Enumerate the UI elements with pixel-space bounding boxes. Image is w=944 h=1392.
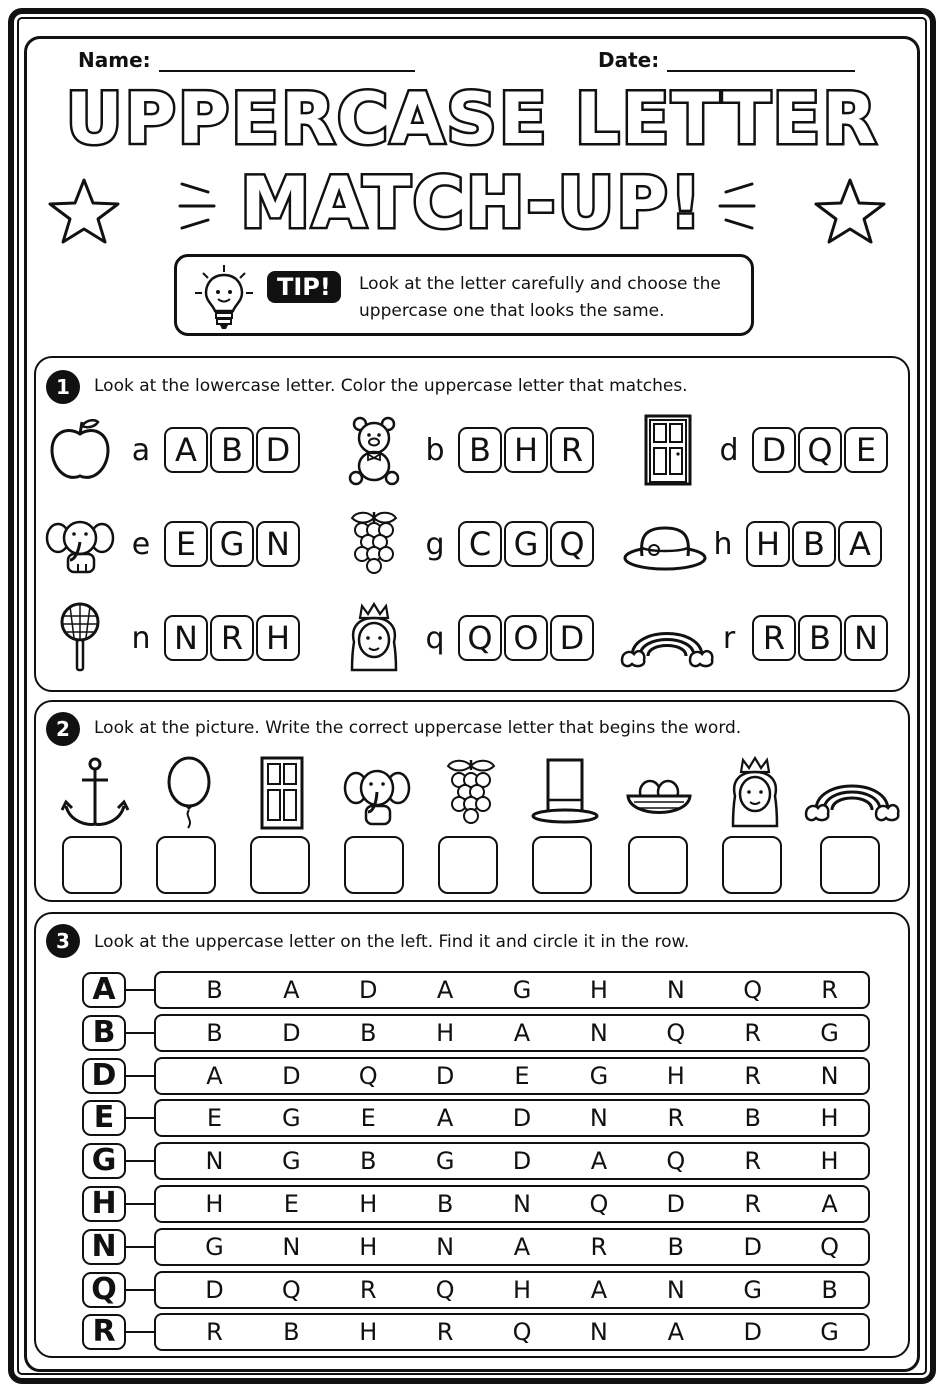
circle-letter-option[interactable]: H <box>820 1147 839 1176</box>
choice-group <box>752 615 890 661</box>
circle-letter-option[interactable]: E <box>283 1190 299 1218</box>
circle-letter-option[interactable]: G <box>282 1104 301 1133</box>
sparkle-lines-icon <box>714 178 758 234</box>
circle-letter-option[interactable]: R <box>359 1275 377 1304</box>
circle-letter-option[interactable]: B <box>744 1104 761 1133</box>
connector-line <box>126 1032 154 1034</box>
date-line[interactable] <box>667 50 855 72</box>
lowercase-letter: h <box>713 526 733 562</box>
choice-button[interactable]: B <box>458 427 502 473</box>
choice-button[interactable]: A <box>164 427 208 473</box>
circle-letter-option[interactable]: H <box>589 976 608 1004</box>
circle-letter-option[interactable]: A <box>283 976 300 1004</box>
section-2 <box>34 700 910 902</box>
connector-line <box>126 1203 154 1205</box>
top-hat-icon <box>530 756 600 832</box>
door-icon <box>248 756 318 832</box>
choice-button[interactable]: R <box>210 615 254 661</box>
letter-row-box <box>154 1271 870 1309</box>
match-item <box>44 414 302 486</box>
section-instruction: Look at the picture. Write the correct uppercase letter that begins the word. <box>94 718 742 738</box>
choice-button[interactable]: N <box>844 615 888 661</box>
choice-button[interactable]: B <box>792 521 836 567</box>
key-letter: Q <box>82 1272 126 1308</box>
choice-button[interactable]: N <box>164 615 208 661</box>
letter-search-row <box>82 1013 870 1053</box>
tip-box <box>174 254 754 336</box>
circle-letter-option[interactable]: R <box>821 976 838 1004</box>
circle-letter-option[interactable]: E <box>206 1104 223 1133</box>
light-bulb-icon <box>191 263 257 331</box>
letter-row-box <box>154 1228 870 1266</box>
circle-letter-option[interactable]: D <box>743 1318 762 1347</box>
choice-button[interactable]: Q <box>798 427 842 473</box>
sparkle-lines-icon <box>176 178 220 234</box>
circle-letter-option[interactable]: H <box>666 1061 685 1090</box>
circle-letter-option[interactable]: B <box>667 1232 685 1261</box>
circle-letter-option[interactable]: Q <box>589 1190 609 1218</box>
name-label: Name: <box>78 48 151 72</box>
circle-letter-option[interactable]: H <box>512 1275 532 1304</box>
letter-search-row <box>82 1056 870 1096</box>
circle-letter-option[interactable]: N <box>666 1275 685 1304</box>
choice-button[interactable]: D <box>550 615 594 661</box>
key-letter: B <box>82 1015 126 1051</box>
choice-button[interactable]: Q <box>550 521 594 567</box>
letter-search-row <box>82 1312 870 1352</box>
connector-line <box>126 1331 154 1333</box>
choice-button[interactable]: R <box>752 615 796 661</box>
match-item <box>338 508 596 580</box>
key-letter: E <box>82 1100 126 1136</box>
circle-letter-option[interactable]: G <box>282 1147 301 1176</box>
title-line-2: MATCH-UP! <box>240 162 704 244</box>
circle-letter-option[interactable]: R <box>744 1147 762 1176</box>
circle-letter-option[interactable]: Q <box>358 1061 378 1090</box>
star-icon <box>46 176 122 246</box>
answer-box[interactable] <box>62 836 122 894</box>
lowercase-letter: b <box>425 432 445 468</box>
letter-row-box <box>154 1057 870 1095</box>
door-icon <box>632 414 704 486</box>
key-letter: N <box>82 1229 126 1265</box>
lowercase-letter: e <box>131 526 151 562</box>
grapes-icon <box>338 508 410 580</box>
circle-letter-option[interactable]: A <box>436 1104 454 1133</box>
elephant-icon <box>342 756 412 832</box>
letter-row-box <box>154 1313 870 1351</box>
circle-letter-option[interactable]: G <box>743 1275 762 1304</box>
circle-letter-option[interactable]: A <box>513 1232 531 1261</box>
circle-letter-option[interactable]: E <box>360 1104 376 1133</box>
choice-button[interactable]: O <box>504 615 548 661</box>
match-item <box>44 508 302 580</box>
hat-icon <box>622 508 708 580</box>
balloon-icon <box>154 756 224 832</box>
choice-group <box>164 427 302 473</box>
circle-letter-option[interactable]: H <box>205 1190 224 1218</box>
answer-box[interactable] <box>344 836 404 894</box>
circle-letter-option[interactable]: B <box>206 1018 223 1047</box>
circle-letter-option[interactable]: H <box>820 1104 839 1133</box>
choice-button[interactable]: N <box>256 521 300 567</box>
answer-box[interactable] <box>820 836 880 894</box>
queen-icon <box>720 756 790 832</box>
circle-letter-option[interactable]: D <box>282 1061 301 1090</box>
key-letter: R <box>82 1314 126 1350</box>
circle-letter-option[interactable]: B <box>283 1318 300 1347</box>
circle-letter-option[interactable]: D <box>666 1190 686 1218</box>
tip-badge: TIP! <box>267 271 341 303</box>
section-instruction: Look at the lowercase letter. Color the uppercase letter that matches. <box>94 376 688 396</box>
circle-letter-option[interactable]: N <box>205 1147 224 1176</box>
lowercase-letter: a <box>131 432 151 468</box>
circle-letter-option[interactable]: N <box>666 976 685 1004</box>
section-number: 2 <box>46 712 80 746</box>
key-letter: G <box>82 1143 126 1179</box>
letter-search-row <box>82 1184 870 1224</box>
circle-letter-option[interactable]: G <box>589 1061 609 1090</box>
circle-letter-option[interactable]: E <box>514 1061 530 1090</box>
choice-group <box>752 427 890 473</box>
circle-letter-option[interactable]: A <box>206 1061 223 1090</box>
circle-letter-option[interactable]: B <box>359 1147 377 1176</box>
section-number: 1 <box>46 370 80 404</box>
circle-letter-option[interactable]: H <box>359 1232 378 1261</box>
circle-letter-option[interactable]: R <box>744 1018 762 1047</box>
circle-letter-option[interactable]: G <box>512 976 532 1004</box>
date-field[interactable] <box>598 48 855 72</box>
choice-button[interactable]: D <box>752 427 796 473</box>
choice-group <box>458 521 596 567</box>
circle-letter-option[interactable]: R <box>436 1318 454 1347</box>
tip-text: Look at the letter carefully and choose the uppercase one that looks the same. <box>359 274 721 321</box>
choice-button[interactable]: H <box>256 615 300 661</box>
letter-search-row <box>82 1098 870 1138</box>
choice-button[interactable]: C <box>458 521 502 567</box>
circle-letter-option[interactable]: R <box>590 1232 608 1261</box>
lowercase-letter: n <box>131 620 151 656</box>
choice-button[interactable]: E <box>844 427 888 473</box>
net-icon <box>44 602 116 674</box>
section-number: 3 <box>46 924 80 958</box>
lowercase-letter: d <box>719 432 739 468</box>
choice-group <box>746 521 884 567</box>
circle-letter-option[interactable]: H <box>359 1190 378 1218</box>
letter-search-row <box>82 1141 870 1181</box>
answer-box[interactable] <box>250 836 310 894</box>
answer-box[interactable] <box>532 836 592 894</box>
letter-search-row <box>82 1227 870 1267</box>
circle-letter-option[interactable]: R <box>206 1318 223 1347</box>
match-item <box>622 508 884 580</box>
circle-letter-option[interactable]: H <box>436 1018 455 1047</box>
connector-line <box>126 1289 154 1291</box>
circle-letter-option[interactable]: D <box>512 1147 532 1176</box>
circle-letter-option[interactable]: N <box>589 1018 608 1047</box>
letter-row-box <box>154 1099 870 1137</box>
section-3 <box>34 912 910 1358</box>
key-letter: D <box>82 1058 126 1094</box>
teddy-bear-icon <box>338 414 410 486</box>
circle-letter-option[interactable]: Q <box>743 976 763 1004</box>
circle-letter-option[interactable]: Q <box>820 1232 840 1261</box>
lowercase-letter: g <box>425 526 445 562</box>
name-field[interactable] <box>78 48 415 72</box>
choice-button[interactable]: R <box>550 427 594 473</box>
letter-row-box <box>154 1185 870 1223</box>
key-letter: H <box>82 1186 126 1222</box>
circle-letter-option[interactable]: A <box>436 976 454 1004</box>
circle-letter-option[interactable]: G <box>205 1232 224 1261</box>
lowercase-letter: q <box>425 620 445 656</box>
choice-group <box>164 615 302 661</box>
circle-letter-option[interactable]: D <box>358 976 378 1004</box>
queen-icon <box>338 602 410 674</box>
apple-icon <box>44 414 116 486</box>
circle-letter-option[interactable]: R <box>667 1104 685 1133</box>
circle-letter-option[interactable]: G <box>435 1147 455 1176</box>
circle-letter-option[interactable]: A <box>590 1147 608 1176</box>
date-label: Date: <box>598 48 660 72</box>
circle-letter-option[interactable]: Q <box>512 1318 532 1347</box>
letter-row-box <box>154 1014 870 1052</box>
circle-letter-option[interactable]: A <box>513 1018 531 1047</box>
choice-button[interactable]: B <box>210 427 254 473</box>
circle-letter-option[interactable]: D <box>282 1018 301 1047</box>
circle-letter-option[interactable]: D <box>743 1232 762 1261</box>
answer-box[interactable] <box>438 836 498 894</box>
nest-icon <box>624 756 694 832</box>
letter-search-row <box>82 1270 870 1310</box>
circle-letter-option[interactable]: R <box>744 1061 762 1090</box>
letter-row-box <box>154 1142 870 1180</box>
match-item <box>338 414 596 486</box>
circle-letter-option[interactable]: B <box>436 1190 454 1218</box>
circle-letter-option[interactable]: B <box>359 1018 377 1047</box>
circle-letter-option[interactable]: A <box>667 1318 684 1347</box>
circle-letter-option[interactable]: D <box>205 1275 224 1304</box>
name-line[interactable] <box>159 50 415 72</box>
circle-letter-option[interactable]: B <box>821 1275 838 1304</box>
circle-letter-option[interactable]: N <box>513 1190 531 1218</box>
rainbow-icon <box>804 756 900 832</box>
connector-line <box>126 989 154 991</box>
star-icon <box>812 176 888 246</box>
letter-row-box <box>154 971 870 1009</box>
circle-letter-option[interactable]: G <box>820 1318 839 1347</box>
connector-line <box>126 1160 154 1162</box>
circle-letter-option[interactable]: H <box>359 1318 378 1347</box>
match-item <box>632 414 890 486</box>
choice-group <box>458 615 596 661</box>
circle-letter-option[interactable]: Q <box>666 1018 686 1047</box>
grapes-icon <box>436 756 506 832</box>
circle-letter-option[interactable]: A <box>821 1190 838 1218</box>
circle-letter-option[interactable]: N <box>820 1061 839 1090</box>
circle-letter-option[interactable]: Q <box>435 1275 455 1304</box>
choice-button[interactable]: E <box>164 521 208 567</box>
circle-letter-option[interactable]: A <box>590 1275 608 1304</box>
match-item <box>44 602 302 674</box>
circle-letter-option[interactable]: Q <box>281 1275 301 1304</box>
letter-search-row <box>82 970 870 1010</box>
anchor-icon <box>60 756 130 832</box>
circle-letter-option[interactable]: B <box>206 976 223 1004</box>
circle-letter-option[interactable]: D <box>435 1061 455 1090</box>
connector-line <box>126 1246 154 1248</box>
rainbow-icon <box>620 602 714 674</box>
circle-letter-option[interactable]: N <box>589 1318 608 1347</box>
section-instruction: Look at the uppercase letter on the left. Find it and circle it in the row. <box>94 932 690 952</box>
choice-button[interactable]: B <box>798 615 842 661</box>
connector-line <box>126 1117 154 1119</box>
circle-letter-option[interactable]: R <box>744 1190 762 1218</box>
choice-button[interactable]: H <box>746 521 790 567</box>
circle-letter-option[interactable]: N <box>282 1232 301 1261</box>
choice-group <box>458 427 596 473</box>
choice-button[interactable]: G <box>210 521 254 567</box>
circle-letter-option[interactable]: N <box>589 1104 608 1133</box>
match-item <box>338 602 596 674</box>
lowercase-letter: r <box>722 620 736 656</box>
answer-box[interactable] <box>156 836 216 894</box>
choice-button[interactable]: G <box>504 521 548 567</box>
answer-box[interactable] <box>722 836 782 894</box>
choice-button[interactable]: A <box>838 521 882 567</box>
circle-letter-option[interactable]: N <box>436 1232 455 1261</box>
choice-button[interactable]: Q <box>458 615 502 661</box>
connector-line <box>126 1075 154 1077</box>
elephant-icon <box>44 508 116 580</box>
circle-letter-option[interactable]: D <box>512 1104 532 1133</box>
title-line-1: UPPERCASE LETTER <box>65 78 879 160</box>
circle-letter-option[interactable]: Q <box>666 1147 686 1176</box>
circle-letter-option[interactable]: G <box>820 1018 839 1047</box>
match-item <box>620 602 890 674</box>
key-letter: A <box>82 972 126 1008</box>
answer-box[interactable] <box>628 836 688 894</box>
choice-button[interactable]: D <box>256 427 300 473</box>
choice-group <box>164 521 302 567</box>
choice-button[interactable]: H <box>504 427 548 473</box>
